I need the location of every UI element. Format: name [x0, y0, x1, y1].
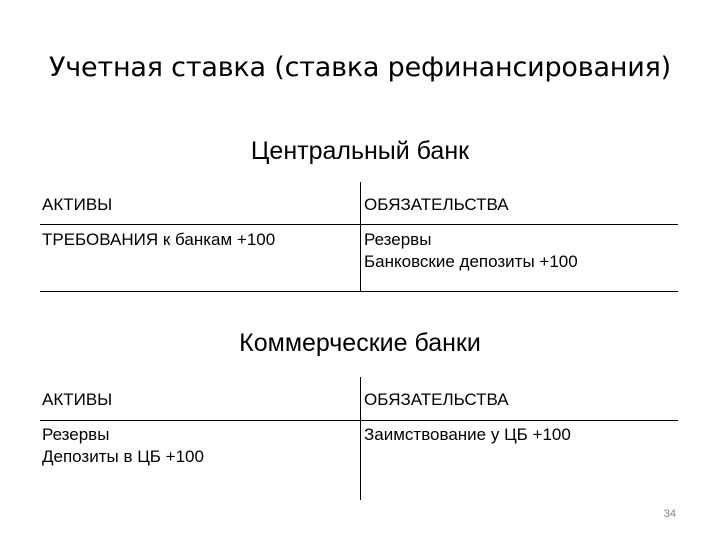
- slide-title: Учетная ставка (ставка рефинансирования): [49, 52, 671, 83]
- asset-line: Депозиты в ЦБ +100: [42, 447, 204, 466]
- liability-line: Резервы: [364, 230, 432, 249]
- t-account-divider: [360, 182, 361, 292]
- liability-line: Заимствование у ЦБ +100: [364, 425, 571, 444]
- liability-line: Банковские депозиты +100: [364, 252, 578, 271]
- header-rule: [40, 420, 678, 421]
- liabilities-header: ОБЯЗАТЕЛЬСТВА: [364, 390, 509, 409]
- asset-line: ТРЕБОВАНИЯ к банкам +100: [42, 230, 276, 249]
- page-number: 34: [663, 508, 676, 520]
- central-bank-t-account: [40, 182, 678, 292]
- central-bank-title: Центральный банк: [250, 137, 470, 165]
- header-rule: [40, 224, 678, 225]
- commercial-banks-title: Коммерческие банки: [239, 329, 481, 357]
- assets-header: АКТИВЫ: [42, 390, 113, 409]
- bottom-rule: [40, 291, 678, 292]
- assets-header: АКТИВЫ: [42, 195, 113, 214]
- commercial-banks-t-account: [40, 377, 678, 500]
- liabilities-header: ОБЯЗАТЕЛЬСТВА: [364, 195, 509, 214]
- asset-line: Резервы: [42, 425, 110, 444]
- t-account-divider: [360, 377, 361, 500]
